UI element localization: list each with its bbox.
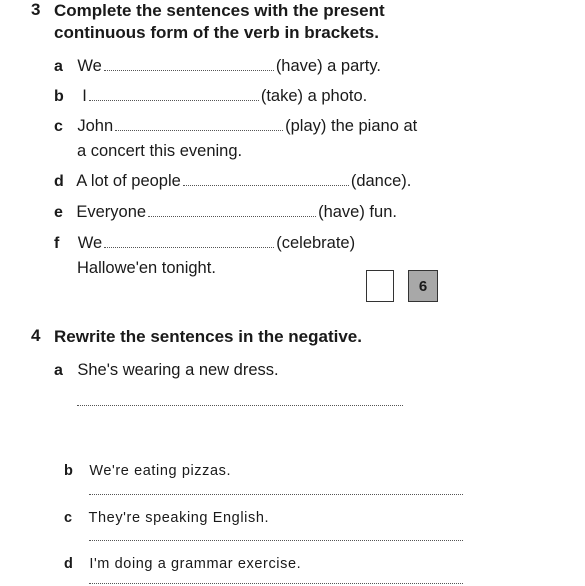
item-text-before: I: [82, 87, 87, 105]
exercise-3-item-c: [54, 117, 417, 136]
item-letter: b: [64, 463, 73, 479]
exercise-3-item-f: [54, 234, 355, 253]
exercise-3-item-b: [54, 87, 367, 106]
item-text-after: (play) the piano at: [285, 117, 418, 135]
exercise-4-item-c: [64, 509, 269, 527]
item-letter: e: [54, 204, 63, 221]
item-text-before: We: [77, 234, 103, 252]
answer-line[interactable]: [77, 405, 403, 406]
answer-line[interactable]: [89, 494, 463, 495]
answer-blank[interactable]: [183, 181, 349, 186]
exercise-3-item-c-continuation: a concert this evening.: [77, 142, 243, 160]
item-text-before: Everyone: [76, 203, 147, 221]
item-text-after: (celebrate): [276, 234, 356, 252]
exercise-4-item-b: [64, 462, 231, 480]
answer-blank[interactable]: [89, 96, 259, 101]
item-sentence: She's wearing a new dress.: [77, 361, 279, 379]
exercise-4-item-a: [54, 361, 279, 380]
answer-blank[interactable]: [104, 243, 274, 248]
item-sentence: I'm doing a grammar exercise.: [89, 556, 302, 572]
answer-blank[interactable]: [115, 126, 283, 131]
item-text-after: (have) a party.: [275, 57, 381, 75]
score-total-box: [408, 270, 438, 302]
exercise-4-instruction: Rewrite the sentences in the negative.: [54, 327, 362, 346]
item-sentence: They're speaking English.: [88, 510, 270, 526]
exercise-3-item-e: [54, 203, 397, 222]
item-letter: a: [54, 58, 63, 75]
item-text-after: (have) fun.: [318, 203, 397, 221]
item-letter: d: [64, 556, 73, 572]
item-letter: c: [64, 510, 73, 526]
exercise-3-number: 3: [31, 0, 41, 19]
answer-line[interactable]: [89, 540, 463, 541]
exercise-3-item-f-continuation: Hallowe'en tonight.: [77, 259, 216, 277]
exercise-3-instruction-line2: continuous form of the verb in brackets.: [54, 23, 379, 42]
exercise-4-item-d: [64, 555, 301, 573]
item-letter: d: [54, 173, 64, 190]
item-text-before: A lot of people: [76, 172, 181, 190]
item-text-before: We: [77, 57, 102, 75]
item-text-after: (dance).: [350, 172, 412, 190]
exercise-3-item-d: [54, 172, 411, 191]
item-letter: a: [54, 362, 63, 379]
score-total: 6: [418, 277, 428, 295]
answer-line[interactable]: [89, 583, 463, 584]
item-text-before: John: [77, 117, 114, 135]
item-text-after: (take) a photo.: [260, 87, 368, 105]
answer-blank[interactable]: [104, 66, 274, 71]
item-letter: b: [54, 88, 64, 105]
item-letter: c: [54, 118, 63, 135]
exercise-3-instruction-line1: Complete the sentences with the present: [54, 1, 385, 20]
score-input-box[interactable]: [366, 270, 394, 302]
exercise-4-number: 4: [31, 326, 41, 345]
exercise-3-item-a: [54, 57, 381, 76]
answer-blank[interactable]: [148, 212, 316, 217]
item-sentence: We're eating pizzas.: [89, 463, 232, 479]
item-letter: f: [54, 235, 60, 252]
